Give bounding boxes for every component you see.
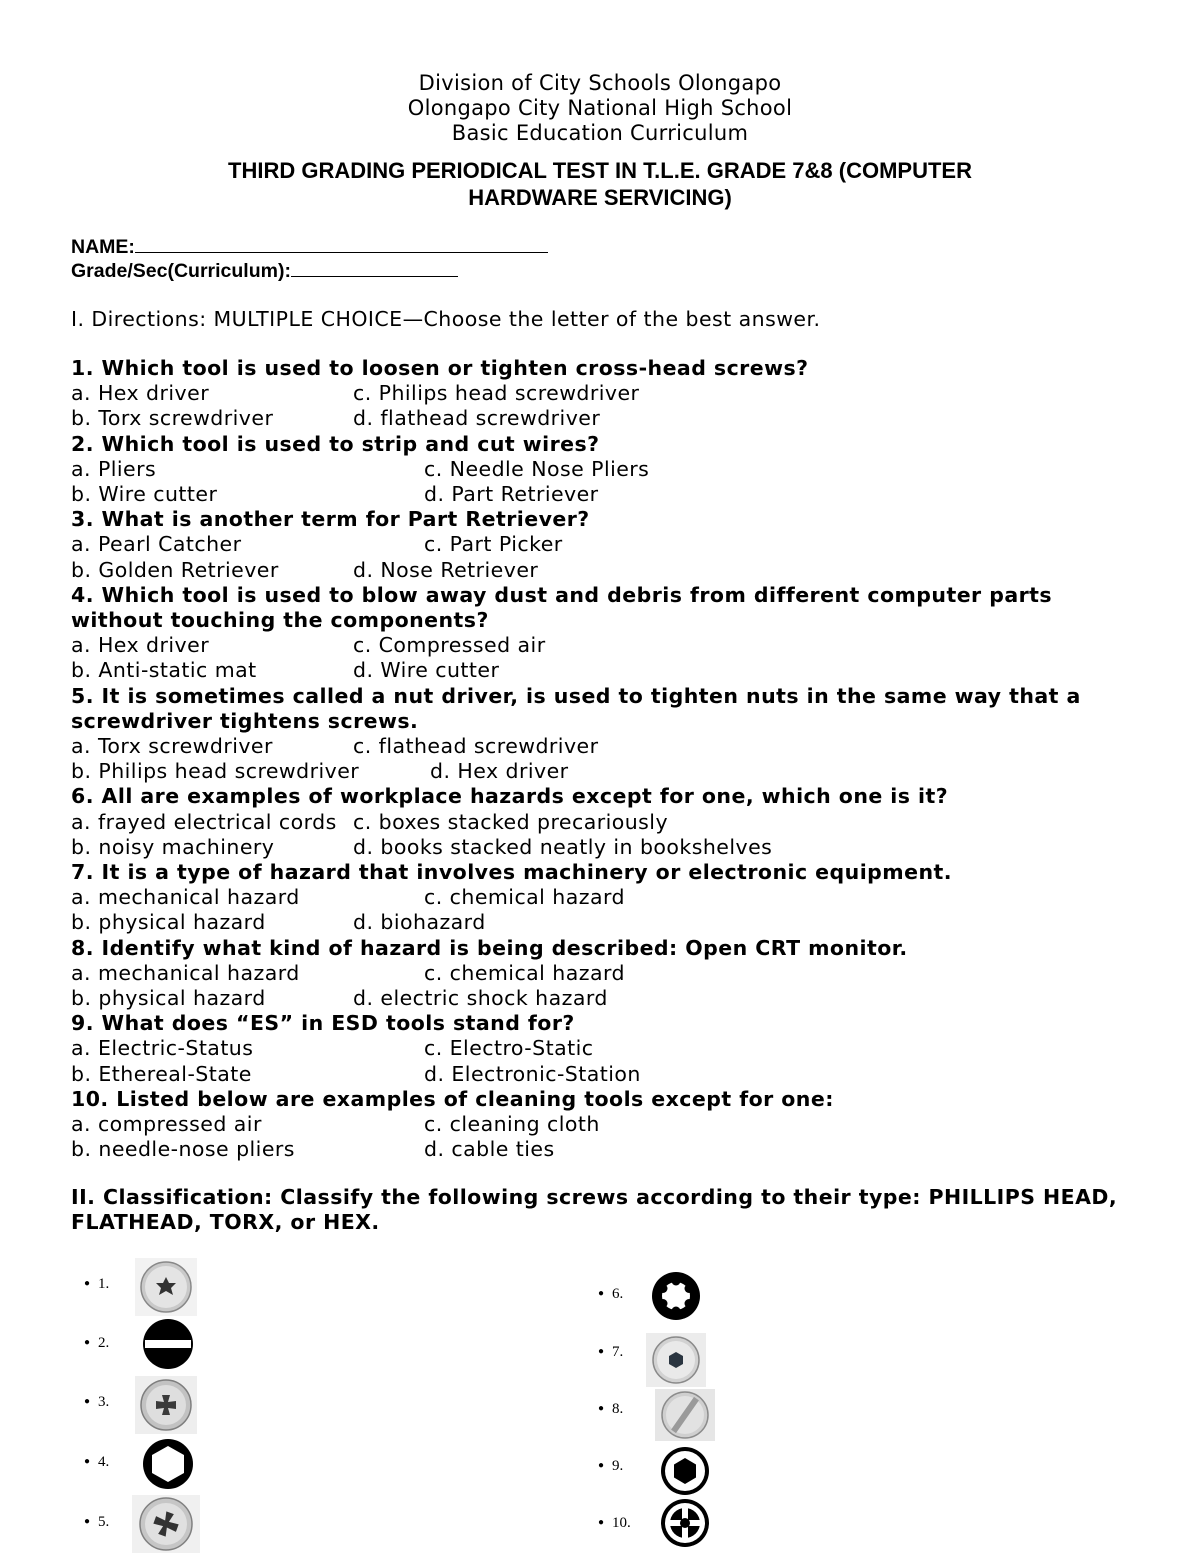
screw-item: ● 4. — [84, 1454, 110, 1470]
screw-item: ● 3. — [84, 1394, 110, 1410]
question-3-option-b[interactable]: b. Golden Retriever — [71, 557, 279, 582]
school-heading: Olongapo City National High School — [407, 96, 793, 120]
hex-symbol-icon — [659, 1445, 711, 1497]
question-1-option-a[interactable]: a. Hex driver — [71, 381, 210, 406]
item-number: 6. — [612, 1286, 624, 1302]
grade-section-label: Grade/Sec(Curriculum): — [71, 260, 291, 282]
flathead-symbol-icon — [141, 1317, 195, 1371]
question-10-text: 10. Listed below are examples of cleaning tools except for one: — [71, 1086, 834, 1111]
question-8-option-c[interactable]: c. chemical hazard — [424, 960, 625, 985]
question-10-option-c[interactable]: c. cleaning cloth — [424, 1112, 600, 1136]
question-1-text: 1. Which tool is used to loosen or tighten cross-head screws? — [71, 356, 809, 380]
question-7-option-c[interactable]: c. chemical hazard — [424, 885, 625, 910]
question-9-option-a[interactable]: a. Electric-Status — [71, 1036, 254, 1061]
question-5-option-a[interactable]: a. Torx screwdriver — [71, 734, 273, 758]
question-10-option-d[interactable]: d. cable ties — [424, 1137, 555, 1162]
screw-item: ● 8. — [598, 1401, 624, 1417]
item-number: 5. — [98, 1514, 110, 1530]
screw-item: ● 2. — [84, 1335, 110, 1351]
question-9-option-d[interactable]: d. Electronic-Station — [424, 1061, 641, 1086]
question-9-text: 9. What does “ES” in ESD tools stand for? — [71, 1011, 575, 1036]
grade-section-blank[interactable] — [291, 258, 458, 277]
question-7-option-d[interactable]: d. biohazard — [353, 910, 486, 935]
item-number: 4. — [98, 1454, 110, 1470]
question-5-option-b[interactable]: b. Philips head screwdriver — [71, 759, 360, 784]
question-4-option-a[interactable]: a. Hex driver — [71, 633, 210, 658]
question-5-option-d[interactable]: d. Hex driver — [430, 759, 569, 784]
question-4-text: without touching the components? — [71, 608, 489, 632]
question-3-text: 3. What is another term for Part Retriever? — [71, 507, 590, 532]
division-heading: Division of City Schools Olongapo — [418, 71, 782, 95]
part1-directions: I. Directions: MULTIPLE CHOICE—Choose the letter of the best answer. — [71, 307, 821, 331]
screw-item: ● 6. — [598, 1286, 624, 1302]
question-6-option-b[interactable]: b. noisy machinery — [71, 834, 275, 859]
question-3-option-a[interactable]: a. Pearl Catcher — [71, 532, 242, 557]
question-6-option-a[interactable]: a. frayed electrical cords — [71, 809, 337, 834]
screw-item: ● 9. — [598, 1458, 624, 1474]
test-title-line-2: HARDWARE SERVICING) — [468, 185, 732, 210]
question-3-option-d[interactable]: d. Nose Retriever — [353, 557, 539, 582]
question-9-option-b[interactable]: b. Ethereal-State — [71, 1061, 252, 1086]
part2-directions-line-2: FLATHEAD, TORX, or HEX. — [71, 1210, 380, 1234]
item-number: 10. — [612, 1515, 631, 1531]
curriculum-heading: Basic Education Curriculum — [451, 121, 749, 145]
name-label: NAME: — [71, 236, 135, 258]
question-2-option-c[interactable]: c. Needle Nose Pliers — [424, 456, 650, 481]
item-number: 1. — [98, 1276, 110, 1292]
screw-item: ● 5. — [84, 1514, 110, 1530]
question-9-option-c[interactable]: c. Electro-Static — [424, 1036, 594, 1061]
screw-item: ● 10. — [598, 1515, 631, 1531]
torx-screw-photo-icon — [135, 1258, 197, 1316]
question-2-option-d[interactable]: d. Part Retriever — [424, 482, 599, 506]
question-1-option-c[interactable]: c. Philips head screwdriver — [353, 381, 640, 406]
torx-symbol-icon — [650, 1270, 702, 1322]
question-4-option-b[interactable]: b. Anti-static mat — [71, 658, 257, 683]
question-8-option-a[interactable]: a. mechanical hazard — [71, 960, 300, 985]
question-3-option-c[interactable]: c. Part Picker — [424, 532, 563, 557]
question-10-option-b[interactable]: b. needle-nose pliers — [71, 1137, 295, 1162]
phillips-screw-photo-icon — [132, 1495, 200, 1553]
question-7-option-b[interactable]: b. physical hazard — [71, 910, 266, 935]
question-7-text: 7. It is a type of hazard that involves machinery or electronic equipment. — [71, 860, 952, 884]
hex-screw-photo-icon — [646, 1333, 706, 1387]
question-8-option-b[interactable]: b. physical hazard — [71, 986, 266, 1010]
question-6-text: 6. All are examples of workplace hazards except for one, which one is it? — [71, 784, 949, 809]
question-1-option-d[interactable]: d. flathead screwdriver — [353, 406, 601, 431]
question-6-option-d[interactable]: d. books stacked neatly in bookshelves — [353, 834, 773, 859]
question-6-option-c[interactable]: c. boxes stacked precariously — [353, 809, 669, 834]
question-4-text: 4. Which tool is used to blow away dust and debris from different computer parts — [71, 582, 1053, 607]
item-number: 7. — [612, 1344, 624, 1360]
name-field[interactable] — [71, 234, 548, 259]
question-2-text: 2. Which tool is used to strip and cut wires? — [71, 431, 600, 456]
question-5-text: screwdriver tightens screws. — [71, 708, 419, 733]
grade-section-field[interactable] — [71, 258, 458, 283]
question-5-text: 5. It is sometimes called a nut driver, is used to tighten nuts in the same way that a — [71, 683, 1081, 708]
name-blank[interactable] — [135, 234, 548, 253]
question-7-option-a[interactable]: a. mechanical hazard — [71, 885, 300, 910]
screw-item: ● 1. — [84, 1276, 110, 1292]
item-number: 8. — [612, 1401, 624, 1417]
test-title-line-1: THIRD GRADING PERIODICAL TEST IN T.L.E. GRADE 7&8 (COMPUTER — [228, 158, 972, 183]
part2-directions-line-1: II. Classification: Classify the following screws according to their type: PHILLIPS HEAD, — [71, 1185, 1118, 1209]
question-8-option-d[interactable]: d. electric shock hazard — [353, 986, 608, 1010]
question-5-option-c[interactable]: c. flathead screwdriver — [353, 734, 599, 758]
question-4-option-c[interactable]: c. Compressed air — [353, 633, 546, 658]
question-1-option-b[interactable]: b. Torx screwdriver — [71, 406, 274, 431]
hex-symbol-icon — [141, 1437, 195, 1491]
question-2-option-b[interactable]: b. Wire cutter — [71, 482, 218, 506]
phillips-screw-photo-icon — [135, 1376, 197, 1434]
question-10-option-a[interactable]: a. compressed air — [71, 1112, 262, 1136]
question-4-option-d[interactable]: d. Wire cutter — [353, 658, 500, 683]
item-number: 3. — [98, 1394, 110, 1410]
flathead-screw-photo-icon — [655, 1389, 715, 1441]
question-2-option-a[interactable]: a. Pliers — [71, 456, 157, 481]
screw-item: ● 7. — [598, 1344, 624, 1360]
phillips-symbol-icon — [659, 1497, 711, 1549]
item-number: 2. — [98, 1335, 110, 1351]
question-8-text: 8. Identify what kind of hazard is being described: Open CRT monitor. — [71, 935, 908, 960]
item-number: 9. — [612, 1458, 624, 1474]
